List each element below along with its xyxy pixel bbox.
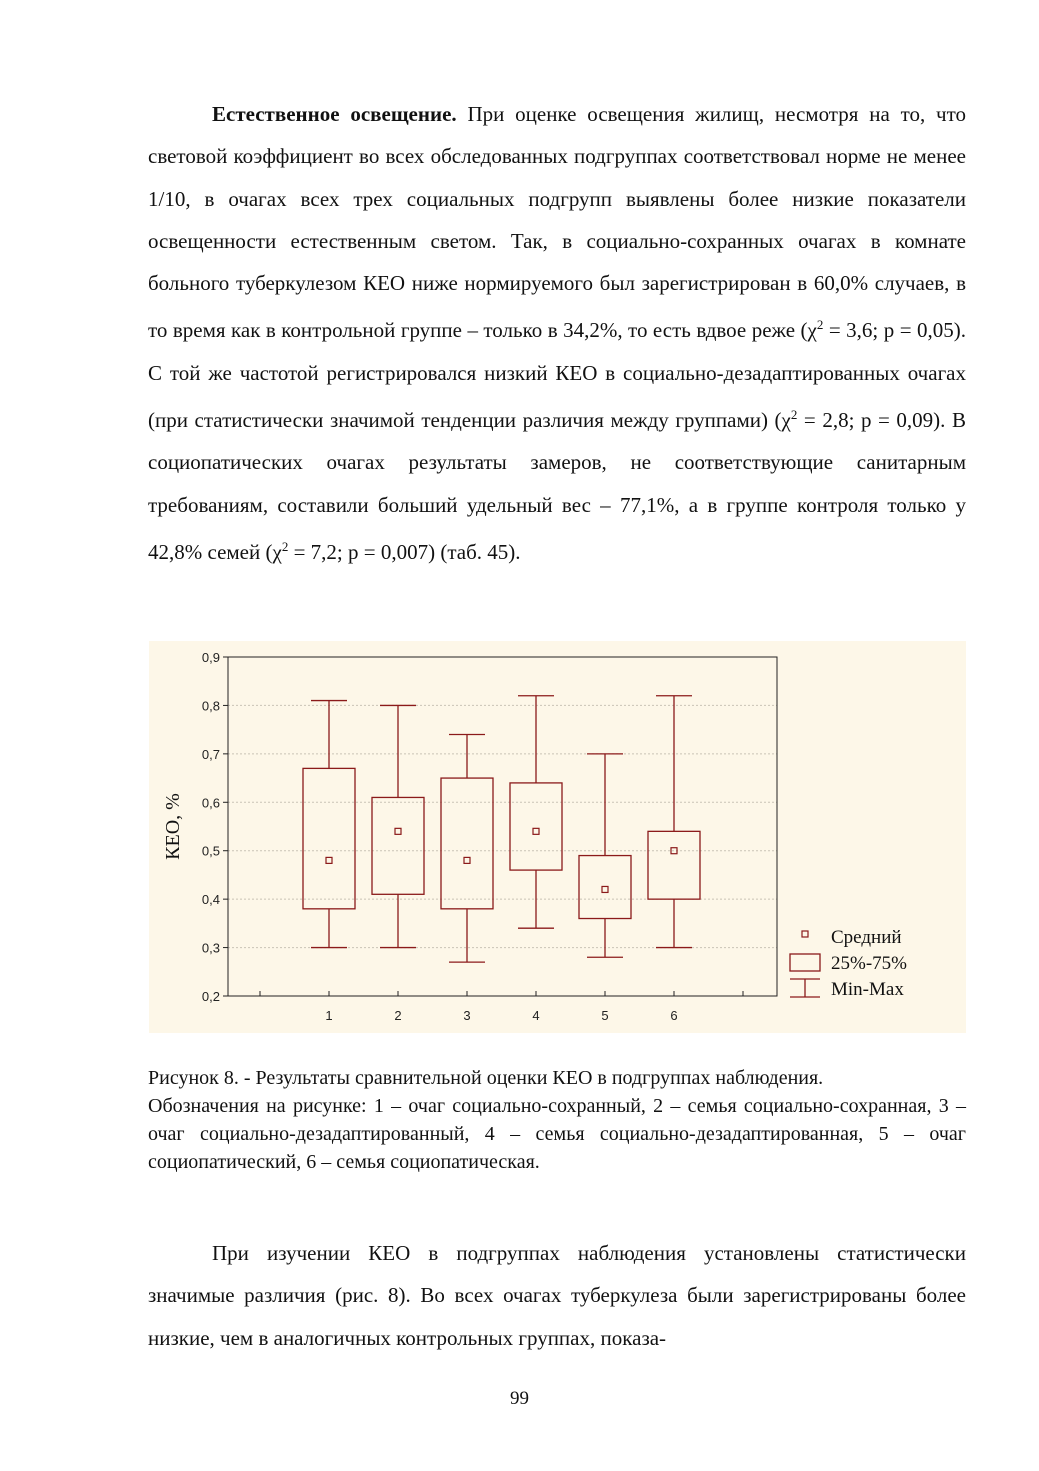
caption-title: Рисунок 8. - Результаты сравнительной оценки КЕО в подгруппах наблюдения.	[148, 1067, 824, 1089]
mean-marker	[602, 886, 608, 892]
legend-whisker-label: Min-Max	[831, 979, 904, 1000]
x-tick-label: 5	[601, 1008, 609, 1023]
paragraph2-text: При изучении КЕО в подгруппах наблюдения установлены статистически значимые различия (рис. 8). Во всех очагах туберкулеза были зарегистрированы более низкие, чем в аналогичных контрольных группах, показа-	[148, 1241, 966, 1350]
boxplot-chart	[149, 641, 966, 1033]
box-iqr	[648, 831, 700, 899]
paragraph-keo-results	[148, 1232, 966, 1359]
x-tick-label: 2	[394, 1008, 402, 1023]
mean-marker	[395, 828, 401, 834]
y-tick-label: 0,4	[201, 892, 220, 908]
paragraph-heading: Естественное освещение.	[212, 102, 457, 126]
legend-mean-icon	[802, 931, 808, 937]
box-iqr	[372, 797, 424, 894]
box-iqr	[303, 768, 355, 908]
box-iqr	[510, 783, 562, 870]
legend-mean-label: Средний	[831, 927, 902, 948]
legend-box-icon	[790, 954, 820, 971]
figure-caption	[148, 1064, 966, 1176]
legend-box-label: 25%-75%	[831, 953, 907, 974]
y-tick-label: 0,5	[201, 843, 220, 859]
paragraph-text: Естественное освещение. При оценке освещения жилищ, несмотря на то, что световой коэффициент во всех обследованных подгруппах соответствовал норме не менее 1/10, в очагах всех трех социальных подгрупп выявлены более низкие показатели освещенности естественным светом. Так, в социально-сохранных очагах в комнате больного туберкулезом КЕО ниже нормируемого был зарегистрирован в 60,0% случаев, в то время как в контрольной группе – только в 34,2%, то есть вдвое реже ($\chi^2 = 3,6$; р = 0,05). С той же частотой регистрировался низкий КЕО в социально-дезадаптированных очагах (при статистически значимой тенденции различия между группами) ($\chi^2 = 2,8$; р = 0,09). В социопатических очагах результаты замеров, не соответствующие санитарным требованиям, составили больший удельный вес – 77,1%, а в группе контроля только у 42,8% семей ($\chi^2 = 7,2$; р = 0,007) (таб. 45).	[148, 102, 966, 564]
paragraph-natural-lighting	[148, 93, 966, 573]
y-axis-label: КЕО, %	[162, 793, 184, 860]
page-number: 99	[510, 1388, 529, 1409]
mean-marker	[326, 857, 332, 863]
y-tick-label: 0,2	[201, 989, 220, 1004]
x-tick-label: 3	[463, 1008, 471, 1023]
x-tick-label: 4	[532, 1008, 540, 1023]
y-tick-label: 0,7	[201, 746, 220, 762]
plot-frame	[228, 657, 777, 996]
y-tick-label: 0,6	[201, 795, 220, 811]
chart-svg	[149, 641, 966, 1033]
x-tick-label: 1	[325, 1008, 333, 1023]
mean-marker	[533, 828, 539, 834]
caption-legend: Обозначения на рисунке: 1 – очаг социально-сохранный, 2 – семья социально-сохранная, 3 – очаг социально-дезадаптированный, 4 – семья социально-дезадаптированная, 5 – очаг социопатический, 6 – семья социопатическая.	[148, 1095, 966, 1173]
y-tick-label: 0,8	[201, 698, 220, 714]
y-tick-label: 0,3	[201, 940, 220, 956]
y-tick-label: 0,9	[201, 650, 220, 665]
box-iqr	[441, 778, 493, 909]
x-tick-label: 6	[670, 1008, 678, 1023]
mean-marker	[464, 857, 470, 863]
